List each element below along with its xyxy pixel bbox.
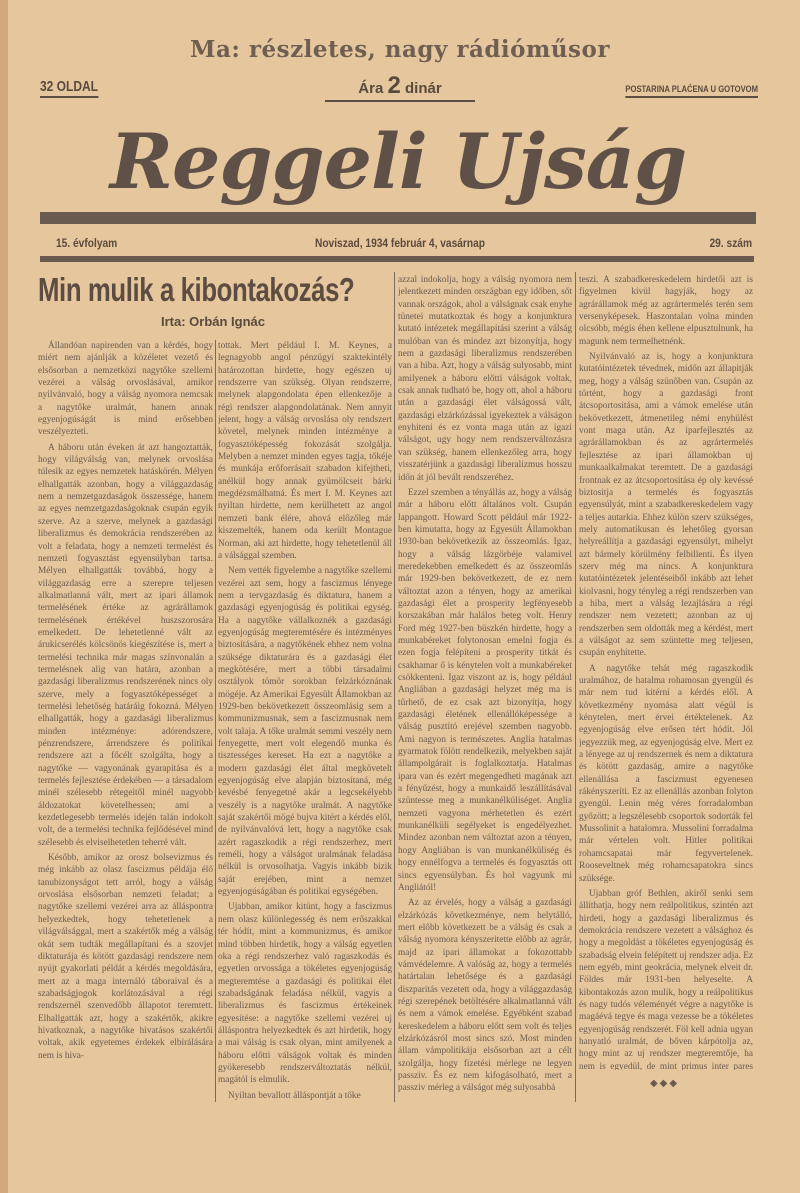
page-count: 32 OLDAL: [40, 78, 98, 98]
article-paragraph: Később, amikor az orosz bolsevizmus és még inkább az olasz fascizmus példája élő tanubizonyságot tett arról, hogy a válság orvoslása elsősorban nemzeti feladat; a nagytőke szellemi vezérei arra az álláspontra helyezkedtek, hogy tehetetlenek a világválsággal, mert a szakértők még a válság okát sem tudták megállapítani és a szovjet diktaturája és kötött gazdasági rendszere nem nyújt gyakorlati példát a kérdés megoldására, mert az a maga internáló táboraival és a szabadságjogok korlátozásával a régi rendszernél szenvedőbb állapotot teremtett. Elhallgatták azt, hogy a szakértők, akikre hivatkoznak, a nagytőke hivatásos szakértői voltak, akik egyetemes érdekek elbírálására nem is hiva-: [38, 853, 213, 1061]
article-paragraph: azzal indokolja, hogy a válság nyomora nem jelentkezett minden országban egy időben, sőt vannak országok, ahol a válságnak csak enyhe tünetei mutatkoztak és hogy a konjunktura kutató intézetek megállapítási szerint a válság mulóban van és mindez azt bizonyítja, hogy nem a gazdasági liberalizmus rendszerében van a hiba. Azt, hogy a válság sulyosabb, mint amilyenek a háboru előtti válságok voltak, csak annak tudható be, hogy ott, ahol a háboru után a gazdasági élet válságossá vált, gazdasági elzárkózással igyekeztek a válságon enyhiteni és ez vonta maga után az igazi válságot, ugy hogy nem rendszerváltozásra van szükség, hanem ellenkezőleg arra, hogy visszatérjünk a gazdasági liberalizmus hosszu időn át jól bevált rendszeréhez.: [398, 275, 572, 483]
page-edge: [0, 0, 8, 1193]
radio-program-promo: Ma: részletes, nagy rádióműsor: [190, 36, 610, 63]
price-value: 2: [387, 72, 401, 99]
article-paragraph: Nyilvánvaló az is, hogy a konjunktura kutatóintézetek tévednek, midőn azt állapitják meg, hogy a válság szünőben van. Csupán az történt, hogy a gazdasági front átcsoportositása, ami a vámok emelése után bekövetkezett, átmenetileg némi enyhülést vont maga után. Az iparfejlesztés az agrárállamokban és az agrártermelés fejlesztése az ipari államokban uj munkaalkalmakat teremtett. De a gazdasági frontnak ez az átcsoportositása ép oly kevéssé biztositja a termelés és fogyasztás egyensúlyát, mint a szabadkereskedelem vagy a teljes autarkia. Ehhez külön szerv szükséges, mely automatikusan és lehetőleg gyorsan helyreállítja a gazdasági egyensúlyt, mihelyt azt bármely körülmény felbillenti. És ilyen szerv még ma nincs. A konjunktura kutatóintézetek jelentéseiből inkább azt lehet kiolvasni, hogy tényleg a régi rendszerben van a hiba, mert a válság lezajlására a régi rendszer nem vezetett; azonban az uj rendszerben sem oldották meg a kérdést, mert a válságot az sem szüntette meg teljesen, csupán enyhitette.: [579, 352, 753, 659]
article-paragraph: Állandóan napirenden van a kérdés, hogy miért nem ajánlják a közéletet vezető és elsősorban a nemzetközi nagytőke szellemi vezérei a válság orvoslásával, amikor nyilvánvaló, hogy a válság nyomora nemcsak a nagytőke uralmát, hanem annak egyenjogúságát is mind erősebben veszélyezteti.: [38, 341, 213, 438]
article-end-mark: ◆◆◆: [649, 1078, 680, 1089]
dateline: Noviszad, 1934 február 4, vasárnap: [314, 236, 486, 250]
article-headline: Min mulik a kibontakozás?: [38, 271, 355, 308]
article-paragraph: Nyiltan bevallott álláspontját a tőke: [228, 1090, 361, 1101]
price: [325, 72, 475, 102]
article-paragraph: Nem vették figyelembe a nagytőke szellemi vezérei azt sem, hogy a fascizmus lényege nem a tervgazdaság és diktatura, hanem a gazdasági egyenjogúság és politikai egység. Ha a nagytőke vállalkoznék a gazdasági egyenjogúság megteremtésére és intézményes biztosítására, a nagytőkének ehhez nem volna szüksége diktaturára és a gazdasági élet megkötésére, mert a többi társadalmi osztályok tömör sorokban felzárkóznának mögéje. Az Amerikai Egyesült Államokban az 1929-ben bekövetkezett összeomlásig sem a kommunizmusnak, sem a fascizmusnak nem volt talaja. A tőke uralmát semmi veszély nem fenyegette, mert volt elegendő munka és tisztességes kereset. Ha ezt a nagytőke a modern gazdasági élet által megkövetelt egyenjogúság elve alapján biztosítaná, még kevésbé fenyegetné akár a legcsekélyebb veszély is a nagytőke uralmát. A nagytőke saját szakértői mögé bujva kitért a kérdés elől, de nyilvánvalóvá lett, hogy a nagytőke csak azért ragaszkodik a régi rendszerhez, mert reméli, hogy a válságot uralmának feladása nélkül is orvosolhatja. Vagyis inkább bízik saját erejében, mint a nemzet egyenjogúságában és politikai egységében.: [218, 566, 392, 898]
price-prefix: Ára: [358, 80, 384, 97]
article-column-3: [398, 274, 572, 1100]
article-paragraph: tottak. Mert például I. M. Keynes, a legnagyobb angol pénzügyi szaktekintély határozottan hirdette, hogy egészen uj rendszerre van szükség. Olyan rendszerre, melynek alapgondolata épen ellenkezője a régi rendszer alapgondolatának. Nem annyit jelent, hogy a válság orvoslása oly rendszert követel, melynek minden intézménye a fogyasztóképesség fokozását szolgálja. Melyben a nemzet minden egyes tagja, tőkéje és munkája erőforrásait szabadon kifejtheti, anélkül hogy annak gyümölcseit bárki megdézsmálhatná. És mert I. M. Keynes azt nyiltan hirdette, nem kerülhetett az angol nemzeti bank élére, ahová előzőleg már kiszemelték, hanem oda került Montague Norman, aki azt hirdette, hogy tehetetlenül áll a válsággal szemben.: [218, 341, 392, 561]
column-divider: [394, 272, 395, 1102]
article-paragraph: Ujabban, amikor kitünt, hogy a fascizmus nem olasz különlegesség és nem erőszakkal tér hódít, mint a kommunizmus, és amikor mind többen hirdetik, hogy a válság egyetlen oka a régi rendszerhez való ragaszkodás és egyetlen orvossága a tökéletes egyenjogúság megteremtése a gazdasági és politikai élet szabadságának feladása nélkül, vagyis a liberalizmus és fascizmus értékeinek egyesítése: a nagytőke szellemi vezérei uj álláspontra helyezkedtek és azt hirdetik, hogy a mai válság is csak olyan, mint amilyenek a háboru előtti válságok voltak és minden gyökeresebb rendszerváltoztatás nélkül, magától is elmulik.: [218, 902, 392, 1086]
issue-number: 29. szám: [709, 236, 752, 250]
column-divider: [575, 272, 576, 1102]
column-divider: [215, 340, 216, 1102]
volume: 15. évfolyam: [56, 236, 118, 250]
header-rule: [40, 256, 754, 262]
article-column-1: [38, 340, 213, 1106]
masthead-logo: Reggeli Ujság: [109, 117, 687, 206]
article-paragraph: A nagytőke tehát még ragaszkodik uralmához, de hatalma rohamosan gyengül és már nem tud kitérni a kérdés elől. A következmény nyomása alatt végül is kénytelen, mert érvei értéktelenek. Az egyenjogúság elve erősen tért hódít. Jól jegyezzük meg, az egyenjogúság elve. Mert ez a lényege az uj rendszernek és nem a diktatura és kötött gazdaság, amire a nagytőke ellenállása a fascizmust egyenesen rákényszeríti. Ez az ellenállás azonban folyton gyengül. Lenin még véres forradalomban győzött; a legszélesebb csoportok sodorták fel Mussolinit a hatalomra. Mussolini forradalma már vértelen volt. Hitler politikai rohamcsapatai már fegyvertelenek. Rooseveltnek még rohamcsapatokra sincs szüksége.: [579, 663, 753, 884]
article-column-2: [218, 340, 392, 1106]
postage-note: POSTARINA PLAĆENA U GOTOVOM: [625, 84, 758, 98]
article-paragraph: Ujabban gróf Bethlen, akiről senki sem állíthatja, hogy nem reálpolitikus, szintén azt hirdeti, hogy a gazdasági liberalizmus és demokrácia rendszere vezetett a válsághoz és hogy a megoldást a tökéletes egyenjogúság és szabadság elvein felépített uj rendszer adja. Ez nem egyéb, mint geokrácia, melynek elveit dr. Földes már 1931-ben helyeselte. A kibontakozás azon mulik, hogy a reálpolitikus és nagy tudós véleményét végre a nagytőke is magáévá tegye és maga vezesse be a tökéletes egyenjogúság rendszerét. Föl kell adnia ugyan hanyatló uralmát, de bőven kárpótolja az, hogy mint az uj rendszer megteremtője, ha nem is egyedül, de mint primus inter pares: [579, 888, 753, 1070]
article-paragraph: Ezzel szemben a tényállás az, hogy a válság már a háboru előtt általános volt. Csupán lappangott. Howard Scott például már 1922-ben kimutatta, hogy az Egyesült Államokban 1930-ban bekövetkezik az összeomlás. Igaz, hogy a válság lázgörbéje valamivel meredekebben emelkedett és az összeomlás már 1929-ben bekövetkezett, de ez nem változtat azon a tényen, hogy az amerikai gazdasági élet a prosperity legfényesebb korszakában már halálos beteg volt. Henry Ford még 1927-ben büszkén hirdette, hogy a munkabéreket folytonosan emelni fogja és ezen fogja felépíteni a prosperity titkát és csakhamar ő is kénytelen volt a munkabéreket csökkenteni. Igaz viszont az is, hogy például Angliában a gazdasági helyzet még ma is tűrhető, de ez csak azt bizonyítja, hogy gazdasági életének ellenállóképessége a válság pusztító erejével szemben nagyobb. Ami nagyon is természetes. Anglia hatalmas gyarmatok fölött rendelkezik, melyekben saját állampolgárait is foglalkoztatja. Hatalmas ipara van és ezért megengedheti magának azt a fényűzést, hogy a munkaidő leszállításával szüntesse meg a munkanélküliséget. Anglia nemzeti vagyona mérhetetlen és ezért munkanélküli segélyeket is engedélyezhet. Mindez azonban nem változtat azon a tényen, hogy Angliában is van munkanélküliség és hogy ennélfogva a termelés és fogyasztás ott sincs egyensúlyban. És hol vagyunk mi Angliától!: [398, 487, 572, 893]
article-column-4: [579, 274, 753, 1070]
article-paragraph: teszi. A szabadkereskedelem hirdetői azt is figyelmen kivül hagyják, hogy az agrárállamok még az agrártermelés terén sem versenyképesek. Haszontalan volna minden olcsóbb, mégis éhen kellene elpusztulnunk, ha magunk nem termelhetnénk.: [579, 275, 753, 347]
article-paragraph: Az az érvelés, hogy a válság a gazdasági elzárkózás következménye, nem helytálló, mert előbb következett be a válság és csak a válság nyomora kényszeritette előbb az agrár, majd az ipari államokat a fokozottabb vámvédelemre. A valóság az, hogy a termelés határtalan lehetősége és a gazdasági diszparitás vezetett oda, hogy a világgazdaság régi szerepének betöltésére alkalmatlanná vált és nem a vámok emelése. Egyébként szabad kereskedelem a háboru előtt sem volt és teljes elzárkózásról most sincs szó. Most minden állam vámpolitikája elsősorban azt a célt szolgálja, hogy fizetési mérlege ne legyen passziv. És ez nem kifogásolható, mert a passziv mérleg a válságot még sulyosabbá: [398, 898, 572, 1094]
price-unit: dinár: [405, 80, 442, 97]
article-paragraph: A háboru után éveken át azt hangoztatták, hogy világválság van, melynek orvoslása túlesik az egyes nemzetek hatáskörén. Mélyen elhallgatták azonban, hogy a világgazdaság nem a nemzetgazdaságok összessége, hanem az egyes nemzetgazdaságoknak csupán egyik szerve. Az a szerve, melynek a gazdasági liberalizmus és demokrácia rendszerében az volt a feladata, hogy a nemzeti termelést és nemzeti fogyasztást egyensúlyban tartsa. Mélyen elhallgatták továbbá, hogy a világgazdaság erre a szerepre teljesen alkalmatlanná vált, mert az ipari államok termelésének értéke az agrárállamok termelésének értékével huszszorosára emelkedett. De lehetetlenné vált az árukicserélés kölcsönös kiegészítése is, mert a termelési technika már magas színvonalán a termelésnek alig van határa, azonban a gazdasági liberalizmus rendszerének nincs oly szerve, mely a fogyasztóképességet a termelési lehetőség határáig fokozná. Mélyen elhallgatták, hogy a gazdasági liberalizmus minden intézménye: adórendszere, pénzrendszere, árrendszere és politikai rendszere azt a főcélt szolgálta, hogy a nagytőke — vagyonának gyarapítása és a termelés fejlesztése érdekében — a társadalom minél szélesebb rétegeitől minél nagyobb áldozatokat követelhessen; ami a kezdetlegesebb termelés idején talán indokolt volt, de a termelési technika fejlődésével mind szélesebb és elviselhetetlen teherré vált.: [38, 442, 213, 848]
article-byline: Irta: Orbán Ignác: [160, 314, 266, 329]
masthead-underline: [40, 212, 756, 224]
